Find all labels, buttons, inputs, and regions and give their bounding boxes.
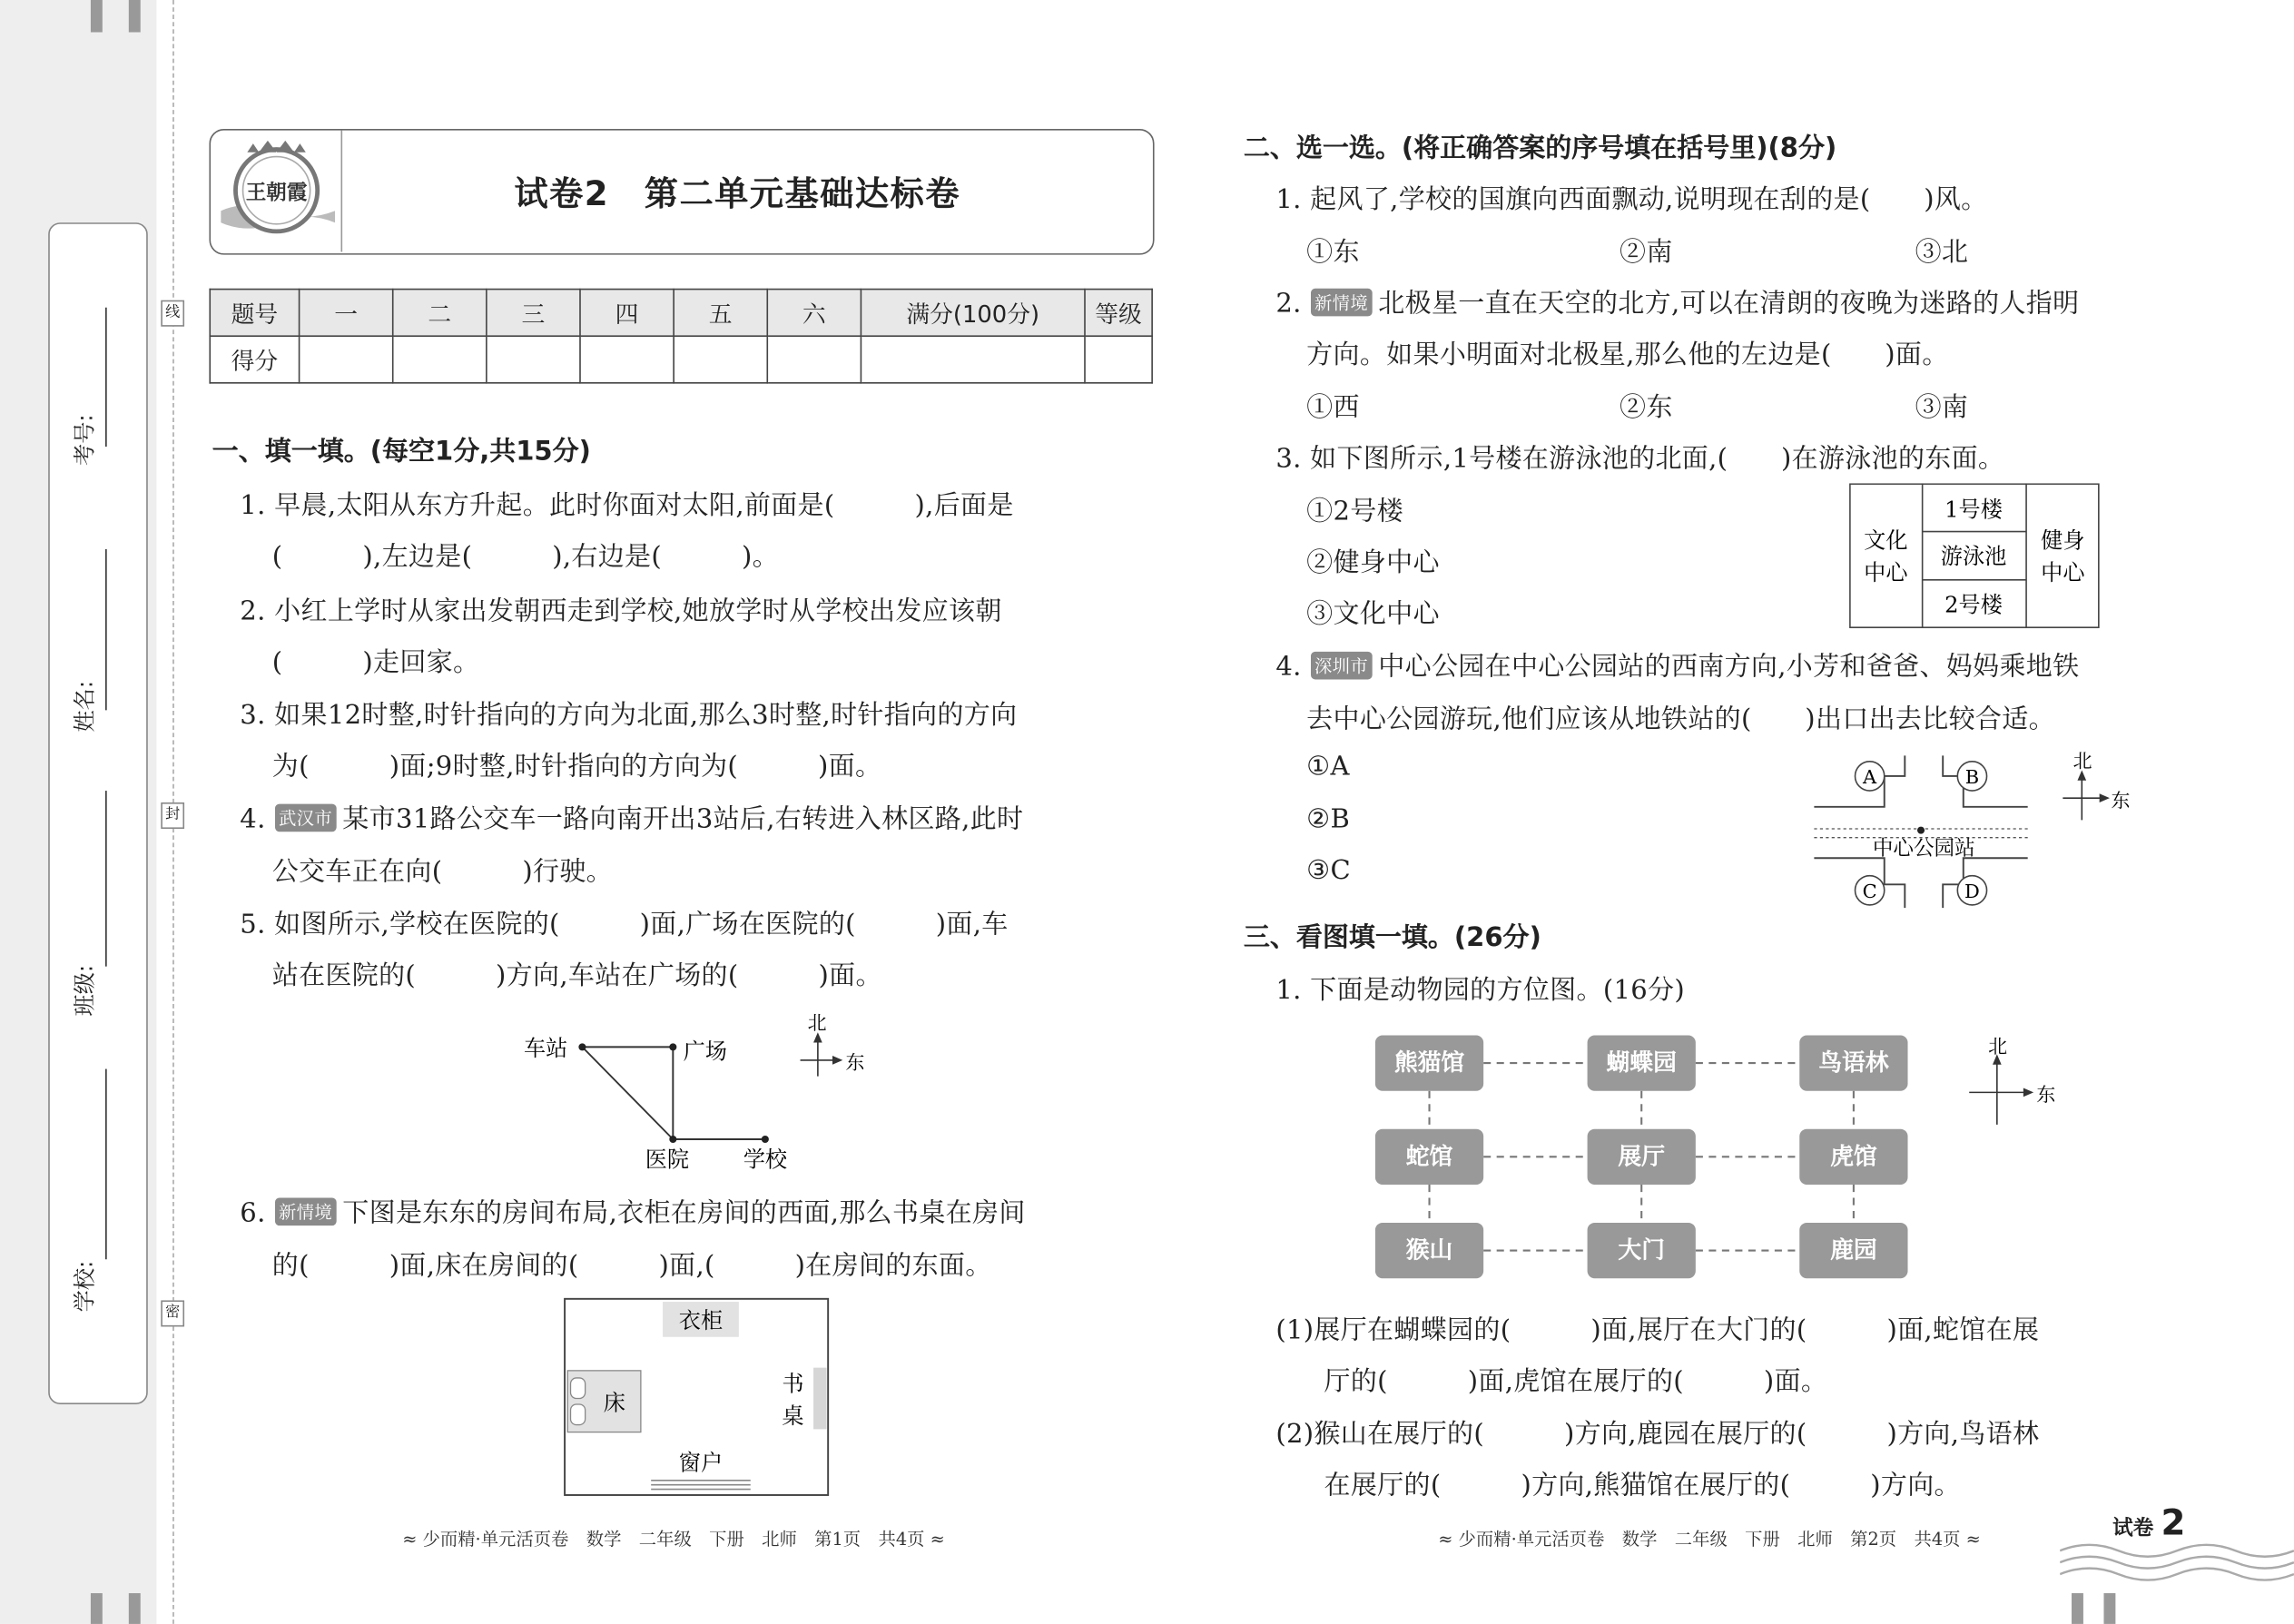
exit-b: B [1964, 765, 1980, 789]
desk-label-top: 书 [782, 1371, 804, 1397]
registration-mark [91, 1593, 103, 1624]
bed-label: 床 [603, 1390, 625, 1416]
binding-mark: 密 [161, 1300, 184, 1326]
s1-q6-line2: 的( )面,床在房间的( )面,( )在房间的东面。 [271, 1250, 992, 1282]
s2-q1-opt-a: ①东 [1306, 237, 1360, 269]
s1-q4-text: 某市31路公交车一路向南开出3站后,右转进入林区路,此时 [342, 803, 1024, 835]
new-context-tag: 新情境 [1310, 289, 1373, 317]
s1-q4-num: 4. [240, 803, 275, 835]
score-head-total: 满分(100分) [861, 290, 1085, 337]
fitness-center-label: 健身 [2041, 527, 2085, 554]
page-badge [2107, 1502, 2191, 1543]
school-field[interactable] [105, 1069, 107, 1260]
page-badge-label: 试卷 [2112, 1517, 2154, 1540]
exit-c: C [1862, 880, 1877, 902]
s1-q5-line1: 5. 如图所示,学校在医院的( )面,广场在医院的( )面,车 [240, 909, 1009, 940]
pool-label: 游泳池 [1940, 544, 2007, 570]
hospital-label: 医院 [645, 1147, 690, 1173]
room-layout-figure [563, 1297, 832, 1500]
s2-q2-num: 2. [1275, 288, 1311, 320]
station-label: 车站 [523, 1036, 568, 1062]
compass-icon [2063, 750, 2130, 820]
score-head-3: 三 [487, 290, 580, 337]
s1-q5-line2: 站在医院的( )方向,车站在广场的( )面。 [271, 960, 882, 992]
s3-sub2-line2: 在展厅的( )方向,熊猫馆在展厅的( )方向。 [1324, 1470, 1961, 1501]
s1-q2-line2: ( )走回家。 [271, 646, 480, 678]
footer-right: ≈ 少而精·单元活页卷 数学 二年级 下册 北师 第2页 共4页 ≈ [1438, 1529, 1981, 1550]
score-head-4: 四 [580, 290, 674, 337]
s1-q1-line2: ( ),左边是( ),右边是( )。 [271, 541, 780, 573]
culture-center-label-2: 中心 [1864, 559, 1908, 586]
zoo-butterfly-garden: 蝴蝶园 [1588, 1035, 1696, 1090]
score-cell[interactable] [393, 336, 487, 383]
s2-q4-opt-a: ①A [1306, 751, 1350, 782]
subway-exit-figure [1808, 743, 2145, 920]
score-cell[interactable] [300, 336, 393, 383]
score-head-2: 二 [393, 290, 487, 337]
section-1-title: 一、填一填。(每空1分,共15分) [212, 436, 591, 468]
s2-q1-opt-c: ③北 [1915, 237, 1969, 269]
section-2-title: 二、选一选。(将正确答案的序号填在括号里)(8分) [1243, 133, 1837, 164]
s2-q2-opt-c: ③南 [1915, 392, 1969, 424]
region-tag: 深圳市 [1310, 652, 1373, 680]
score-cell[interactable] [861, 336, 1085, 383]
score-cell[interactable] [1085, 336, 1152, 383]
s1-q6-num: 6. [240, 1197, 275, 1229]
s2-q4-line1 [1275, 645, 2079, 684]
school-label: 学校: [71, 1260, 98, 1313]
s2-q2-opt-a: ①西 [1306, 392, 1360, 424]
score-cell[interactable] [674, 336, 767, 383]
s2-q2-opt-b: ②东 [1620, 392, 1673, 424]
score-cell[interactable] [487, 336, 580, 383]
registration-mark [2103, 1593, 2115, 1624]
class-label: 班级: [71, 964, 98, 1017]
footer-left: ≈ 少而精·单元活页卷 数学 二年级 下册 北师 第1页 共4页 ≈ [402, 1529, 945, 1550]
score-head-5: 五 [674, 290, 767, 337]
s2-q4-text: 中心公园在中心公园站的西南方向,小芳和爸爸、妈妈乘地铁 [1378, 651, 2080, 683]
score-head-1: 一 [300, 290, 393, 337]
score-table [209, 289, 1152, 384]
name-label: 姓名: [71, 680, 98, 733]
zoo-snake-house: 蛇馆 [1375, 1129, 1483, 1185]
s3-q1: 1. 下面是动物园的方位图。(16分) [1275, 975, 1686, 1007]
region-tag: 武汉市 [274, 804, 337, 832]
s3-sub2-line1: (2)猴山在展厅的( )方向,鹿园在展厅的( )方向,鸟语林 [1275, 1419, 2040, 1450]
square-label: 广场 [683, 1038, 727, 1065]
s2-q2-line2: 方向。如果小明面对北极星,那么他的左边是( )面。 [1306, 340, 1949, 371]
s1-q6-line1 [240, 1192, 1025, 1230]
class-field[interactable] [105, 791, 107, 967]
station-name-label: 中心公园站 [1872, 837, 1975, 861]
score-head-grade: 等级 [1085, 290, 1152, 337]
s3-sub1-line1: (1)展厅在蝴蝶园的( )面,展厅在大门的( )面,蛇馆在展 [1275, 1314, 2040, 1346]
zoo-bird-forest: 鸟语林 [1799, 1035, 1907, 1090]
s2-q2-line1 [1275, 282, 2079, 320]
compass-east: 东 [845, 1051, 865, 1074]
compass-north: 北 [807, 1012, 827, 1035]
exam-no-field[interactable] [105, 308, 107, 447]
s3-sub1-line2: 厅的( )面,虎馆在展厅的( )面。 [1324, 1366, 1828, 1397]
s1-q3-line1: 3. 如果12时整,时针指向的方向为北面,那么3时整,时针指向的方向 [240, 700, 1018, 731]
s2-q1-opt-b: ②南 [1620, 237, 1673, 269]
compass-east: 东 [2111, 789, 2131, 812]
score-cell[interactable] [767, 336, 861, 383]
registration-mark [129, 0, 141, 32]
exam-no-label: 考号: [71, 414, 98, 466]
window-label: 窗户 [678, 1450, 724, 1476]
exit-d: D [1964, 880, 1980, 902]
zoo-main-gate: 大门 [1588, 1223, 1696, 1278]
compass-north: 北 [1988, 1035, 2008, 1058]
registration-mark [91, 0, 103, 32]
s1-q4-line2: 公交车正在向( )行驶。 [271, 856, 614, 888]
page-badge-number: 2 [2161, 1502, 2186, 1544]
registration-mark [129, 1593, 141, 1624]
compass-icon [1961, 1034, 2063, 1130]
score-cell[interactable] [580, 336, 674, 383]
student-info-box [48, 222, 148, 1404]
section-3-title: 三、看图填一填。(26分) [1243, 922, 1541, 954]
s2-q4-opt-b: ②B [1306, 803, 1351, 835]
zoo-deer-garden: 鹿园 [1799, 1223, 1907, 1278]
fitness-center-label-2: 中心 [2041, 559, 2085, 586]
compass-north: 北 [2072, 750, 2092, 773]
page-title: 试卷2 第二单元基础达标卷 [514, 175, 961, 214]
binding-mark: 线 [161, 300, 184, 327]
building-1-label: 1号楼 [1944, 497, 2003, 523]
publisher-logo [215, 134, 338, 249]
s2-q4-num: 4. [1275, 651, 1311, 683]
s1-q6-text: 下图是东东的房间布局,衣柜在房间的西面,那么书桌在房间 [342, 1197, 1026, 1229]
zoo-monkey-hill: 猴山 [1375, 1223, 1483, 1278]
s2-q3: 3. 如下图所示,1号楼在游泳池的北面,( )在游泳池的东面。 [1275, 443, 2005, 475]
s1-q3-line2: 为( )面;9时整,时针指向的方向为( )面。 [271, 751, 882, 782]
new-context-tag: 新情境 [274, 1198, 337, 1226]
score-row-label: 得分 [210, 336, 299, 383]
logo-text: 王朝霞 [245, 181, 308, 205]
desk-label-bottom: 桌 [782, 1403, 804, 1429]
s2-q1: 1. 起风了,学校的国旗向西面飘动,说明现在刮的是( )风。 [1275, 184, 1988, 216]
school-label-map: 学校 [743, 1147, 788, 1173]
culture-center-label: 文化 [1864, 527, 1908, 554]
registration-mark [2072, 1593, 2083, 1624]
zoo-exhibition-hall: 展厅 [1588, 1129, 1696, 1185]
s2-q4-line2: 去中心公园游玩,他们应该从地铁站的( )出口出去比较合适。 [1306, 704, 2055, 735]
zoo-panda-house: 熊猫馆 [1375, 1035, 1483, 1090]
s2-q3-opt-b: ②健身中心 [1306, 547, 1440, 579]
s2-q4-opt-c: ③C [1306, 855, 1352, 886]
name-field[interactable] [105, 549, 107, 710]
s1-q4-line1 [240, 798, 1023, 836]
score-head-6: 六 [767, 290, 861, 337]
compass-east: 东 [2036, 1084, 2056, 1107]
exit-a: A [1863, 765, 1877, 789]
zoo-tiger-house: 虎馆 [1799, 1129, 1907, 1185]
binding-mark: 封 [161, 802, 184, 829]
s2-q3-opt-c: ③文化中心 [1306, 598, 1440, 630]
score-head-label: 题号 [210, 290, 299, 337]
s2-q2-text: 北极星一直在天空的北方,可以在清朗的夜晚为迷路的人指明 [1378, 288, 2080, 320]
building-2-label: 2号楼 [1944, 592, 2003, 618]
s2-q3-opt-a: ①2号楼 [1306, 496, 1403, 527]
q5-map-figure [512, 1003, 892, 1179]
campus-map-figure [1849, 483, 2101, 629]
s1-q2-line1: 2. 小红上学时从家出发朝西走到学校,她放学时从学校出发应该朝 [240, 595, 1002, 627]
compass-icon [801, 1012, 865, 1077]
s1-q1-line1: 1. 早晨,太阳从东方升起。此时你面对太阳,前面是( ),后面是 [240, 490, 1014, 522]
wardrobe-label: 衣柜 [678, 1308, 724, 1334]
